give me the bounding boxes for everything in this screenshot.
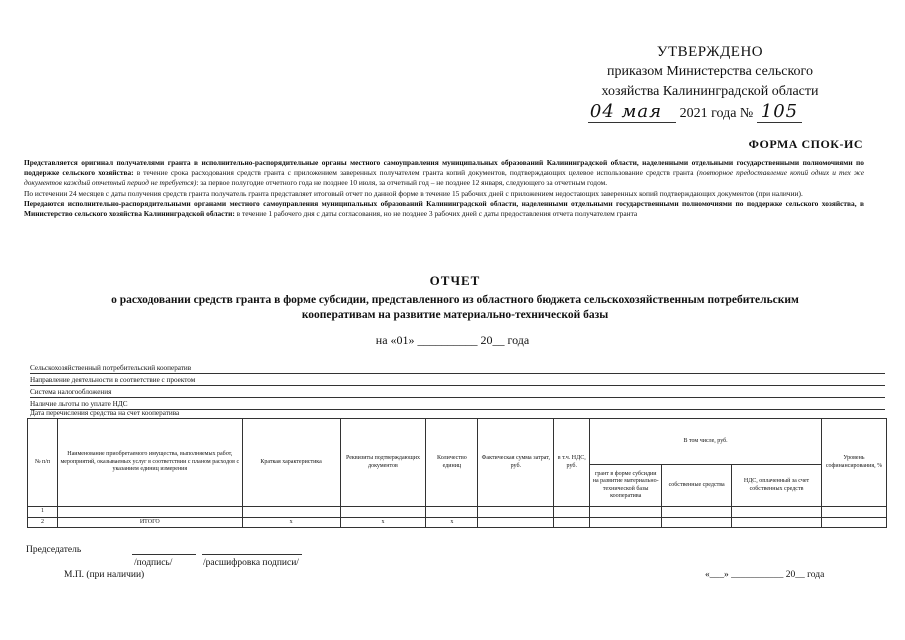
instruction-3-text: в течение 1 рабочего дня с даты согласования, но не позднее 3 рабочих дней с даты предоставления отчета получателем гранта (236, 209, 638, 219)
header-quantity: Количество единиц (426, 419, 478, 507)
row-sum-cell[interactable] (478, 507, 554, 518)
table-row-total (28, 517, 887, 528)
report-date-line (0, 333, 905, 348)
row-vat-own-cell[interactable] (732, 507, 822, 518)
total-grant-cell[interactable] (590, 517, 662, 528)
signature-line[interactable] (132, 554, 196, 555)
footer-date-year: 20__ года (785, 570, 825, 580)
total-own-cell[interactable] (662, 517, 732, 528)
approval-line-3: хозяйства Калининградской области (601, 84, 819, 99)
footer-date-month-field[interactable]: ___________ (731, 570, 784, 580)
total-vat-cell[interactable] (554, 517, 590, 528)
instruction-1-italic: (повторное предоставление копий одних и тех же документов каждый отчетный период не требуется) (24, 168, 864, 188)
footer-date-day-field[interactable]: «___» (705, 570, 729, 580)
row-level-cell[interactable] (821, 507, 886, 518)
approval-line-2: приказом Министерства сельского (607, 64, 813, 79)
signature-label: /подпись/ (134, 558, 173, 568)
instruction-1-text: в течение срока расходования средств гранта с приложением заверенных получателем гранта копий документов, подтверждающих целевое использование средств гранта (136, 168, 694, 178)
instruction-1-bold: Представляется оригинал получателями гранта в исполнительно-распорядительные органы местного самоуправления муниципальных образований Калининградской области, наделенными отдельными государственными полномочиями по поддержке сельского хозяйства: (24, 158, 864, 178)
report-subtitle-1: о расходовании средств гранта в форме субсидии, представленного из областного бюджета сельскохозяйственным потребительским (111, 294, 799, 306)
report-date-year: 20__ года (480, 333, 530, 347)
row-quantity-cell[interactable] (426, 507, 478, 518)
approval-date-line (540, 102, 850, 124)
header-vat: в т.ч. НДС, руб. (554, 419, 590, 507)
report-date-prefix: на «01» (375, 333, 415, 347)
row-characteristic-cell[interactable] (242, 507, 340, 518)
total-row-number: 2 (28, 517, 58, 528)
header-characteristic: Краткая характеристика (242, 419, 340, 507)
row-documents-cell[interactable] (340, 507, 426, 518)
form-code: ФОРМА СПОК-ИС (748, 137, 863, 151)
handwritten-number: 105 (757, 101, 802, 123)
header-cofinancing-level: Уровень софинансирования, % (821, 419, 886, 507)
signature-decode-line[interactable] (202, 554, 302, 555)
header-number: № п/п (28, 419, 58, 507)
row-own-cell[interactable] (662, 507, 732, 518)
approval-block (570, 42, 850, 124)
field-transfer-date[interactable]: Дата перечисления средства на счет кооператива (30, 408, 885, 419)
total-row-label: ИТОГО (57, 517, 242, 528)
handwritten-date: 04 мая (588, 101, 676, 123)
expense-table (27, 418, 887, 528)
total-characteristic-cell: x (242, 517, 340, 528)
instruction-paragraph-2: По истечении 24 месяцев с даты получения средств гранта получатель гранта представляет итоговый отчет по данной форме в течение 15 рабочих дней с приложением недостающих заверенных копий подтверждающих документов (при наличии). (24, 188, 803, 198)
instructions (24, 158, 864, 219)
report-title: ОТЧЕТ (429, 273, 481, 288)
header-including: В том числе, руб. (590, 419, 822, 465)
field-vat-benefit[interactable]: Наличие льготы по уплате НДС (30, 399, 885, 410)
field-tax-system[interactable]: Система налогообложения (30, 387, 885, 398)
instruction-paragraph-3 (24, 199, 864, 219)
field-cooperative[interactable]: Сельскохозяйственный потребительский кооператив (30, 363, 885, 374)
header-vat-own-funds: НДС, оплаченный за счет собственных средств (732, 465, 822, 507)
header-own-funds: собственные средства (662, 465, 732, 507)
footer-date (705, 570, 824, 580)
total-level-cell[interactable] (821, 517, 886, 528)
instruction-1-tail: : за первое полугодие отчетного года не позднее 10 июля, за отчетный год – не позднее 12 января, следующего за отчетным годом. (196, 178, 608, 188)
header-item-name: Наименование приобретаемого имущества, выполняемых работ, мероприятий, оказываемых услуг в соответствии с планом расходов с указанием единиц измерения (57, 419, 242, 507)
row-number: 1 (28, 507, 58, 518)
approval-title: УТВЕРЖДЕНО (656, 44, 764, 60)
header-grant: грант в форме субсидии на развитие материально-технической базы кооператива (590, 465, 662, 507)
approval-year: 2021 года № (679, 106, 754, 121)
header-documents: Реквизиты подтверждающих документов (340, 419, 426, 507)
total-vat-own-cell[interactable] (732, 517, 822, 528)
header-actual-sum: Фактическая сумма затрат, руб. (478, 419, 554, 507)
total-sum-cell[interactable] (478, 517, 554, 528)
total-quantity-cell: x (426, 517, 478, 528)
field-activity[interactable]: Направление деятельности в соответствие с проектом (30, 375, 885, 386)
instruction-paragraph-1 (24, 158, 864, 189)
instruction-3-bold: Передаются исполнительно-распорядительными органами местного самоуправления муниципальных образований Калининградской области, наделенными отдельными государственными полномочиями по поддержке сельского хозяйства, в Министерство сельского хозяйства Калининградской области: (24, 198, 864, 219)
total-documents-cell: x (340, 517, 426, 528)
stamp-label: М.П. (при наличии) (64, 570, 145, 580)
report-date-month-field[interactable]: __________ (417, 333, 478, 347)
chairman-label: Председатель (26, 545, 82, 555)
report-subtitle-2: кооперативам на развитие материально-технической базы (301, 309, 609, 321)
row-name-cell[interactable] (57, 507, 242, 518)
table-row (28, 507, 887, 518)
signature-decode-label: /расшифровка подписи/ (203, 558, 299, 568)
report-title-block (40, 273, 870, 323)
row-grant-cell[interactable] (590, 507, 662, 518)
row-vat-cell[interactable] (554, 507, 590, 518)
